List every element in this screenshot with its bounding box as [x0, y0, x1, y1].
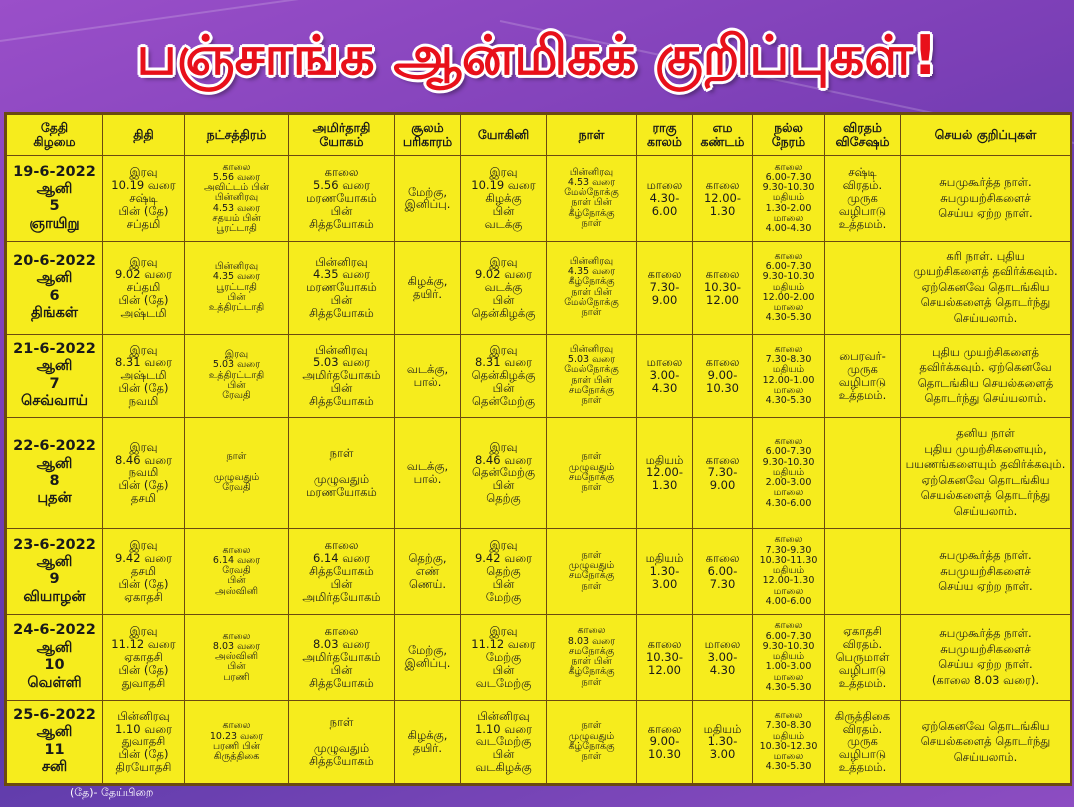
nalla-cell: காலை 6.00-7.30 9.30-10.30 மதியம் 1.30-2.00 மாலை 4.00-4.30 [753, 156, 825, 242]
nalla-cell: காலை 6.00-7.30 9.30-10.30 மதியம் 12.00-2.00 மாலை 4.30-5.30 [753, 241, 825, 334]
soolam-cell: வடக்கு, பால். [395, 417, 461, 528]
raagu-cell: மதியம் 12.00- 1.30 [637, 417, 693, 528]
date-cell: 23-6-2022 ஆனி 9 வியாழன் [7, 528, 103, 614]
notes-cell: கரி நாள். புதிய முயற்சிகளைத் தவிர்க்கவும். ஏற்கெனவே தொடங்கிய செயல்களைத் தொடர்ந்து செய்யலாம். [901, 241, 1071, 334]
panchangam-table-container [4, 112, 1072, 786]
raagu-cell: மாலை 4.30- 6.00 [637, 156, 693, 242]
ema-cell: காலை 9.00- 10.30 [693, 334, 753, 417]
table-row [7, 417, 1071, 528]
thithi-cell: இரவு 9.02 வரை சப்தமி பின் (தே) அஷ்டமி [103, 241, 185, 334]
table-row [7, 156, 1071, 242]
viratham-cell [825, 241, 901, 334]
thithi-cell: இரவு 8.46 வரை நவமி பின் (தே) தசமி [103, 417, 185, 528]
viratham-cell: கிருத்திகை விரதம். முருக வழிபாடு உத்தமம். [825, 700, 901, 783]
header-yogam: அமிர்தாதி யோகம் [289, 115, 395, 156]
header-naal: நாள் [547, 115, 637, 156]
table-row [7, 700, 1071, 783]
soolam-cell: கிழக்கு, தயிர். [395, 241, 461, 334]
header-soolam: சூலம் பரிகாரம் [395, 115, 461, 156]
yogini-cell: இரவு 10.19 வரை கிழக்கு பின் வடக்கு [461, 156, 547, 242]
ema-cell: காலை 6.00- 7.30 [693, 528, 753, 614]
date-cell: 24-6-2022 ஆனி 10 வெள்ளி [7, 614, 103, 700]
yogini-cell: இரவு 8.31 வரை தென்கிழக்கு பின் தென்மேற்கு [461, 334, 547, 417]
nakshatra-cell: காலை 6.14 வரை ரேவதி பின் அஸ்வினி [185, 528, 289, 614]
date-cell: 19-6-2022 ஆனி 5 ஞாயிறு [7, 156, 103, 242]
header-date: தேதி கிழமை [7, 115, 103, 156]
thithi-cell: இரவு 10.19 வரை சஷ்டி பின் (தே) சப்தமி [103, 156, 185, 242]
ema-cell: மதியம் 1.30- 3.00 [693, 700, 753, 783]
table-row [7, 528, 1071, 614]
soolam-cell: மேற்கு, இனிப்பு. [395, 156, 461, 242]
header-row [7, 115, 1071, 156]
header-notes: செயல் குறிப்புகள் [901, 115, 1071, 156]
date-cell: 25-6-2022 ஆனி 11 சனி [7, 700, 103, 783]
header-yogini: யோகினி [461, 115, 547, 156]
yogam-cell: நாள் முழுவதும் மரணயோகம் [289, 417, 395, 528]
ema-cell: மாலை 3.00- 4.30 [693, 614, 753, 700]
soolam-cell: வடக்கு, பால். [395, 334, 461, 417]
yogini-cell: இரவு 8.46 வரை தென்மேற்கு பின் தெற்கு [461, 417, 547, 528]
notes-cell: புதிய முயற்சிகளைத் தவிர்க்கவும். ஏற்கெனவே தொடங்கிய செயல்களைத் தொடர்ந்து செய்யலாம். [901, 334, 1071, 417]
nalla-cell: காலை 6.00-7.30 9.30-10.30 மதியம் 1.00-3.00 மாலை 4.30-5.30 [753, 614, 825, 700]
thithi-cell: இரவு 8.31 வரை அஷ்டமி பின் (தே) நவமி [103, 334, 185, 417]
naal-cell: பின்னிரவு 4.53 வரை மேல்நோக்கு நாள் பின் கீழ்நோக்கு நாள் [547, 156, 637, 242]
header-nalla: நல்ல நேரம் [753, 115, 825, 156]
page-title: பஞ்சாங்க ஆன்மிகக் குறிப்புகள்! [136, 24, 938, 87]
table-row [7, 614, 1071, 700]
yogini-cell: இரவு 9.02 வரை வடக்கு பின் தென்கிழக்கு [461, 241, 547, 334]
notes-cell: சுபமுகூர்த்த நாள். சுபமுயற்சிகளைச் செய்ய ஏற்ற நாள். (காலை 8.03 வரை). [901, 614, 1071, 700]
thithi-cell: பின்னிரவு 1.10 வரை துவாதசி பின் (தே) திரயோதசி [103, 700, 185, 783]
viratham-cell: சஷ்டி விரதம். முருக வழிபாடு உத்தமம். [825, 156, 901, 242]
nakshatra-cell: காலை 10.23 வரை பரணி பின் கிருத்திகை [185, 700, 289, 783]
ema-cell: காலை 10.30- 12.00 [693, 241, 753, 334]
thithi-cell: இரவு 9.42 வரை தசமி பின் (தே) ஏகாதசி [103, 528, 185, 614]
ema-cell: காலை 12.00- 1.30 [693, 156, 753, 242]
nalla-cell: காலை 6.00-7.30 9.30-10.30 மதியம் 2.00-3.00 மாலை 4.30-6.00 [753, 417, 825, 528]
footer-legend: (தே)- தேய்பிறை [70, 786, 154, 799]
nakshatra-cell: நாள் முழுவதும் ரேவதி [185, 417, 289, 528]
header-ema: எம கண்டம் [693, 115, 753, 156]
viratham-cell: பைரவர்- முருக வழிபாடு உத்தமம். [825, 334, 901, 417]
soolam-cell: மேற்கு, இனிப்பு. [395, 614, 461, 700]
viratham-cell: ஏகாதசி விரதம். பெருமாள் வழிபாடு உத்தமம். [825, 614, 901, 700]
naal-cell: நாள் முழுவதும் சமநோக்கு நாள் [547, 417, 637, 528]
date-cell: 22-6-2022 ஆனி 8 புதன் [7, 417, 103, 528]
yogini-cell: இரவு 11.12 வரை மேற்கு பின் வடமேற்கு [461, 614, 547, 700]
yogam-cell: பின்னிரவு 4.35 வரை மரணயோகம் பின் சித்தயோகம் [289, 241, 395, 334]
raagu-cell: மாலை 3.00- 4.30 [637, 334, 693, 417]
nakshatra-cell: இரவு 5.03 வரை உத்திரட்டாதி பின் ரேவதி [185, 334, 289, 417]
nakshatra-cell: பின்னிரவு 4.35 வரை பூரட்டாதி பின் உத்திரட்டாதி [185, 241, 289, 334]
yogam-cell: காலை 6.14 வரை சித்தயோகம் பின் அமிர்தயோகம் [289, 528, 395, 614]
raagu-cell: காலை 9.00- 10.30 [637, 700, 693, 783]
thithi-cell: இரவு 11.12 வரை ஏகாதசி பின் (தே) துவாதசி [103, 614, 185, 700]
date-cell: 20-6-2022 ஆனி 6 திங்கள் [7, 241, 103, 334]
naal-cell: நாள் முழுவதும் சமநோக்கு நாள் [547, 528, 637, 614]
panchangam-table [6, 114, 1071, 784]
yogini-cell: பின்னிரவு 1.10 வரை வடமேற்கு பின் வடகிழக்கு [461, 700, 547, 783]
naal-cell: பின்னிரவு 4.35 வரை கீழ்நோக்கு நாள் பின் மேல்நோக்கு நாள் [547, 241, 637, 334]
yogam-cell: பின்னிரவு 5.03 வரை அமிர்தயோகம் பின் சித்தயோகம் [289, 334, 395, 417]
soolam-cell: கிழக்கு, தயிர். [395, 700, 461, 783]
yogam-cell: காலை 5.56 வரை மரணயோகம் பின் சித்தயோகம் [289, 156, 395, 242]
nalla-cell: காலை 7.30-9.30 10.30-11.30 மதியம் 12.00-1.30 மாலை 4.00-6.00 [753, 528, 825, 614]
viratham-cell [825, 528, 901, 614]
yogini-cell: இரவு 9.42 வரை தெற்கு பின் மேற்கு [461, 528, 547, 614]
header-viratham: விரதம் விசேஷம் [825, 115, 901, 156]
header-raagu: ராகு காலம் [637, 115, 693, 156]
table-row [7, 241, 1071, 334]
nalla-cell: காலை 7.30-8.30 மதியம் 10.30-12.30 மாலை 4.30-5.30 [753, 700, 825, 783]
nalla-cell: காலை 7.30-8.30 மதியம் 12.00-1.00 மாலை 4.30-5.30 [753, 334, 825, 417]
nakshatra-cell: காலை 5.56 வரை அவிட்டம் பின் பின்னிரவு 4.53 வரை சதயம் பின் பூரட்டாதி [185, 156, 289, 242]
soolam-cell: தெற்கு, எண் ணெய். [395, 528, 461, 614]
raagu-cell: மதியம் 1.30- 3.00 [637, 528, 693, 614]
notes-cell: ஏற்கெனவே தொடங்கிய செயல்களைத் தொடர்ந்து செய்யலாம். [901, 700, 1071, 783]
raagu-cell: காலை 10.30- 12.00 [637, 614, 693, 700]
naal-cell: காலை 8.03 வரை சமநோக்கு நாள் பின் கீழ்நோக்கு நாள் [547, 614, 637, 700]
table-row [7, 334, 1071, 417]
yogam-cell: நாள் முழுவதும் சித்தயோகம் [289, 700, 395, 783]
notes-cell: சுபமுகூர்த்த நாள். சுபமுயற்சிகளைச் செய்ய ஏற்ற நாள். [901, 156, 1071, 242]
notes-cell: சுபமுகூர்த்த நாள். சுபமுயற்சிகளைச் செய்ய ஏற்ற நாள். [901, 528, 1071, 614]
date-cell: 21-6-2022 ஆனி 7 செவ்வாய் [7, 334, 103, 417]
notes-cell: தனிய நாள் புதிய முயற்சிகளையும், பயணங்களையும் தவிர்க்கவும். ஏற்கெனவே தொடங்கிய செயல்களைத் தொடர்ந்து செய்யலாம். [901, 417, 1071, 528]
ema-cell: காலை 7.30- 9.00 [693, 417, 753, 528]
header-nakshatra: நட்சத்திரம் [185, 115, 289, 156]
nakshatra-cell: காலை 8.03 வரை அஸ்வினி பின் பரணி [185, 614, 289, 700]
raagu-cell: காலை 7.30- 9.00 [637, 241, 693, 334]
naal-cell: பின்னிரவு 5.03 வரை மேல்நோக்கு நாள் பின் சமநோக்கு நாள் [547, 334, 637, 417]
naal-cell: நாள் முழுவதும் கீழ்நோக்கு நாள் [547, 700, 637, 783]
header-thithi: திதி [103, 115, 185, 156]
viratham-cell [825, 417, 901, 528]
yogam-cell: காலை 8.03 வரை அமிர்தயோகம் பின் சித்தயோகம் [289, 614, 395, 700]
